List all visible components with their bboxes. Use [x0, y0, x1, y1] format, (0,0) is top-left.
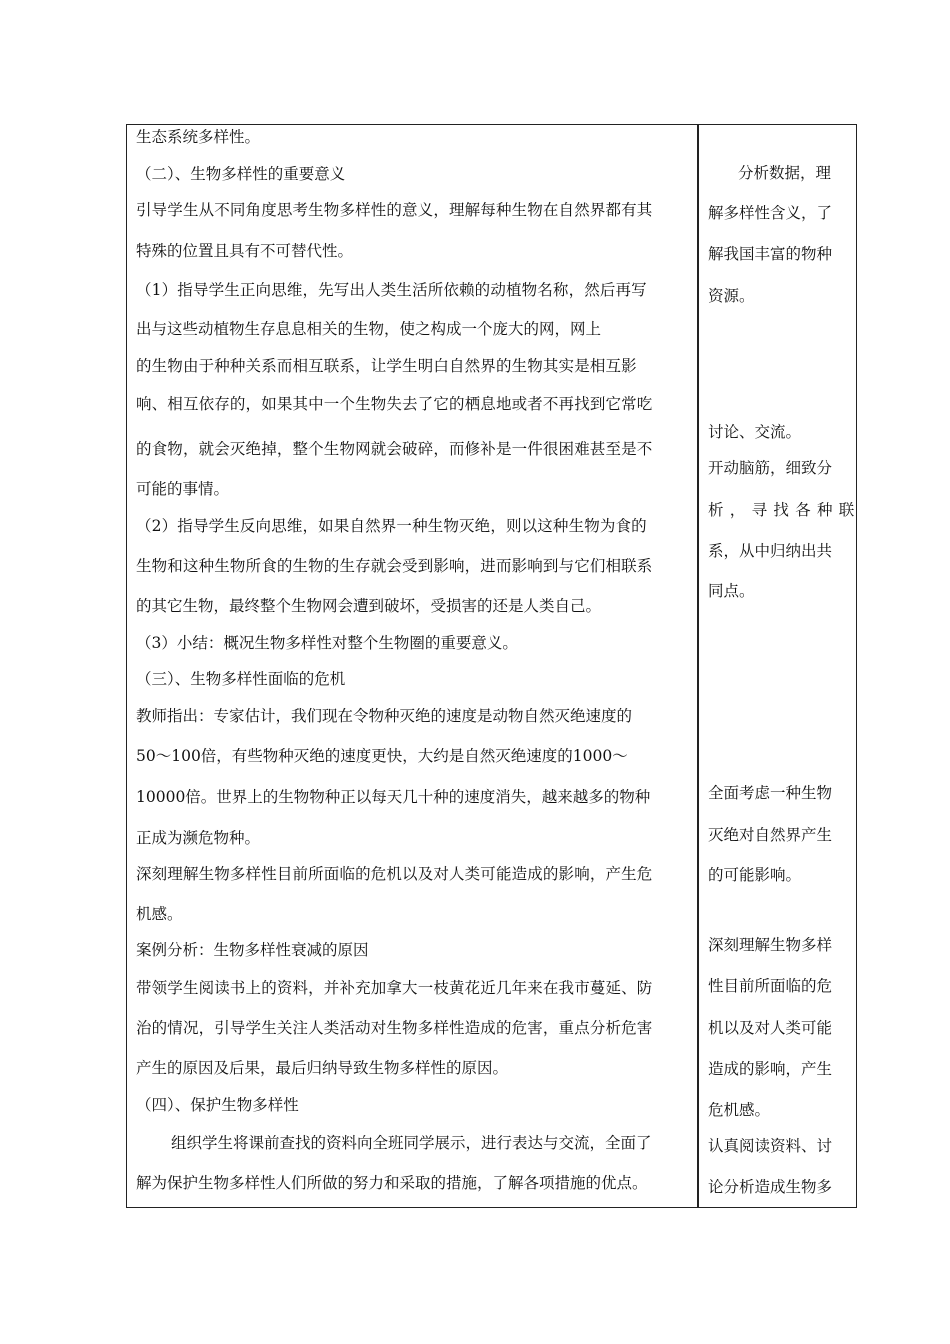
text-line: 深刻理解生物多样性目前所面临的危机以及对人类可能造成的影响，产生危 [136, 865, 653, 883]
text-line: 全面考虑一种生物 [708, 784, 833, 802]
text-line: 分析数据，理 [738, 164, 832, 182]
text-line: 讨论、交流。 [708, 423, 802, 441]
text-line: （2）指导学生反向思维，如果自然界一种生物灭绝，则以这种生物为食的 [136, 517, 647, 535]
text-line: 可能的事情。 [136, 480, 230, 498]
text-line: 深刻理解生物多样 [708, 936, 833, 954]
text-line: 解多样性含义，了 [708, 204, 833, 222]
text-line: 论分析造成生物多 [708, 1178, 833, 1196]
text-line: 响、相互依存的，如果其中一个生物失去了它的栖息地或者不再找到它常吃 [136, 395, 653, 413]
text-line: 的可能影响。 [708, 866, 802, 884]
text-line: 开动脑筋，细致分 [708, 459, 833, 477]
text-line: 带领学生阅读书上的资料，并补充加拿大一枝黄花近几年来在我市蔓延、防 [136, 979, 653, 997]
text-line: 生态系统多样性。 [136, 128, 261, 146]
text-line: 解为保护生物多样性人们所做的努力和采取的措施，了解各项措施的优点。 [136, 1174, 648, 1192]
text-line: 的食物，就会灭绝掉，整个生物网就会破碎，而修补是一件很困难甚至是不 [136, 440, 653, 458]
text-line: 引导学生从不同角度思考生物多样性的意义，理解每种生物在自然界都有其 [136, 201, 653, 219]
text-line: 认真阅读资料、讨 [708, 1137, 833, 1155]
text-line: 的其它生物，最终整个生物网会遭到破坏，受损害的还是人类自己。 [136, 597, 602, 615]
text-line: 灭绝对自然界产生 [708, 826, 833, 844]
text-line: 生物和这种生物所食的生物的生存就会受到影响，进而影响到与它们相联系 [136, 557, 653, 575]
text-line: 机感。 [136, 905, 183, 923]
text-line: （3）小结：概况生物多样性对整个生物圈的重要意义。 [136, 634, 518, 652]
section-heading: （三）、生物多样性面临的危机 [136, 670, 346, 688]
text-line: 组织学生将课前查找的资料向全班同学展示，进行表达与交流，全面了 [171, 1134, 652, 1152]
text-line: 的生物由于种种关系而相互联系，让学生明白自然界的生物其实是相互影 [136, 357, 637, 375]
section-heading: （二）、生物多样性的重要意义 [136, 165, 346, 183]
text-line: 解我国丰富的物种 [708, 245, 833, 263]
text-line: 教师指出：专家估计，我们现在令物种灭绝的速度是动物自然灭绝速度的 [136, 707, 633, 725]
text-line: 析，寻找各种联 [708, 501, 861, 519]
column-divider [697, 125, 699, 1207]
text-line: 产生的原因及后果，最后归纳导致生物多样性的原因。 [136, 1059, 509, 1077]
text-line: （1）指导学生正向思维，先写出人类生活所依赖的动植物名称，然后再写 [136, 281, 647, 299]
text-line: 同点。 [708, 582, 755, 600]
text-line: 危机感。 [708, 1101, 771, 1119]
text-line: 50～100倍，有些物种灭绝的速度更快，大约是自然灭绝速度的1000～ [136, 747, 628, 765]
text-line: 正成为濒危物种。 [136, 829, 261, 847]
text-line: 出与这些动植物生存息息相关的生物，使之构成一个庞大的网，网上 [136, 320, 602, 338]
text-line: 机以及对人类可能 [708, 1019, 833, 1037]
section-heading: （四）、保护生物多样性 [136, 1096, 299, 1114]
lesson-table [126, 124, 861, 1208]
text-line: 特殊的位置且具有不可替代性。 [136, 242, 354, 260]
text-line: 造成的影响，产生 [708, 1060, 833, 1078]
text-line: 系，从中归纳出共 [708, 542, 833, 560]
text-line: 10000倍。世界上的生物物种正以每天几十种的速度消失，越来越多的物种 [136, 788, 651, 806]
text-line: 资源。 [708, 287, 755, 305]
text-line: 治的情况，引导学生关注人类活动对生物多样性造成的危害，重点分析危害 [136, 1019, 653, 1037]
text-line: 案例分析：生物多样性衰减的原因 [136, 941, 369, 959]
text-line: 性目前所面临的危 [708, 977, 833, 995]
